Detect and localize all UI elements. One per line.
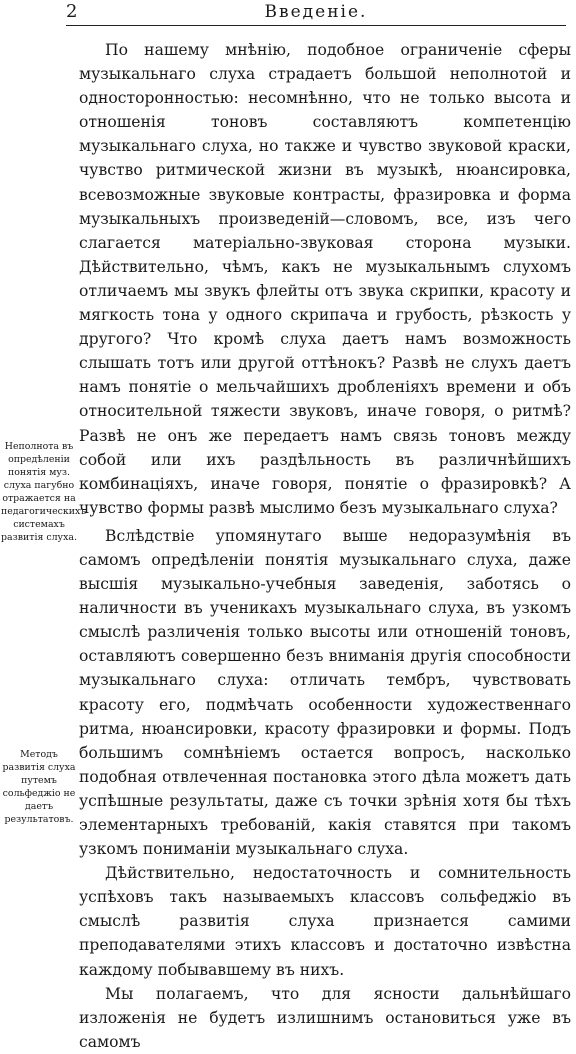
paragraph: Вслѣдствіе упомянутаго выше недоразумѣнія въ самомъ опредѣленіи понятія музыкальнаго слуха, даже высшія музыкально-учебныя заведенія, заботясь о наличности въ ученикахъ музыкальнаго слуха, въ узкомъ смыслѣ различенія только высоты или отношеній тоновъ, оставляютъ совершенно безъ вниманія другія способности музыкальнаго слуха: отличать тембръ, чувствовать красоту его, подмѣчать особенности художественнаго ритма, нюансировки, красоту фразировки и формы. Подъ большимъ сомнѣніемъ остается вопросъ, насколько подобная отвлеченная постановка этого дѣла можетъ дать успѣшные результаты, даже съ точки зрѣнія хотя бы тѣхъ элементарныхъ требованій, какія ставятся при такомъ узкомъ пониманіи музыкальнаго слуха. — [79, 526, 571, 859]
paragraph: По нашему мнѣнію, подобное ограниченіе сферы музыкальнаго слуха страдаетъ большой неполнотой и односторонностью: несомнѣнно, что не только высота и отношенія тоновъ составляютъ компетенцію музыкальнаго слуха, но также и чувство звуковой краски, чувство ритмической жизни въ музыкѣ, нюансировка, всевозможные звуковые контрасты, фразировка и форма музыкальныхъ произведеній—словомъ, все, изъ чего слагается матеріально-звуковая сторона музыки. Дѣйствительно, чѣмъ, какъ не музыкальнымъ слухомъ отличаемъ мы звукъ флейты отъ звука скрипки, красоту и мягкость тона у одного скрипача и грубость, рѣзкость у другого? Что кромѣ слуха даетъ намъ возможность слышать тотъ или другой оттѣнокъ? Развѣ не слухъ даетъ намъ понятіе о мельчайшихъ дробленіяхъ времени и объ относительной тяжести звуковъ, иначе говоря, о ритмѣ? Развѣ не онъ же передаетъ намъ связь тоновъ между собой или ихъ раздѣльность въ различнѣйшихъ комбинаціяхъ, иначе говоря, понятіе о фразировкѣ? А чувство формы развѣ мыслимо безъ музыкальнаго слуха? — [79, 41, 571, 517]
header-rule — [66, 25, 566, 26]
paragraph: Мы полагаемъ, что для ясности дальнѣйшаго изложенія не будетъ излишнимъ остановиться уже въ самомъ — [79, 984, 571, 1051]
margin-note: Неполнота въ опредѣленіи понятія муз. слуха пагубно отражается на педагогическихъ системахъ развитія слуха. — [1, 441, 87, 543]
paragraph: Дѣйствительно, недостаточность и сомнительность успѣховъ такъ называемыхъ классовъ сольфеджіо въ смыслѣ развитія слуха признается самими преподавателями этихъ классовъ и достаточно извѣстна каждому побывавшему въ нихъ. — [79, 864, 571, 979]
margin-note: Методъ развитія слуха путемъ сольфеджіо не даетъ результатовъ. — [2, 749, 76, 825]
body-text — [79, 38, 571, 1054]
running-title: Введеніе. — [264, 2, 368, 22]
page-number: 2 — [66, 1, 78, 22]
page-header — [66, 0, 566, 28]
